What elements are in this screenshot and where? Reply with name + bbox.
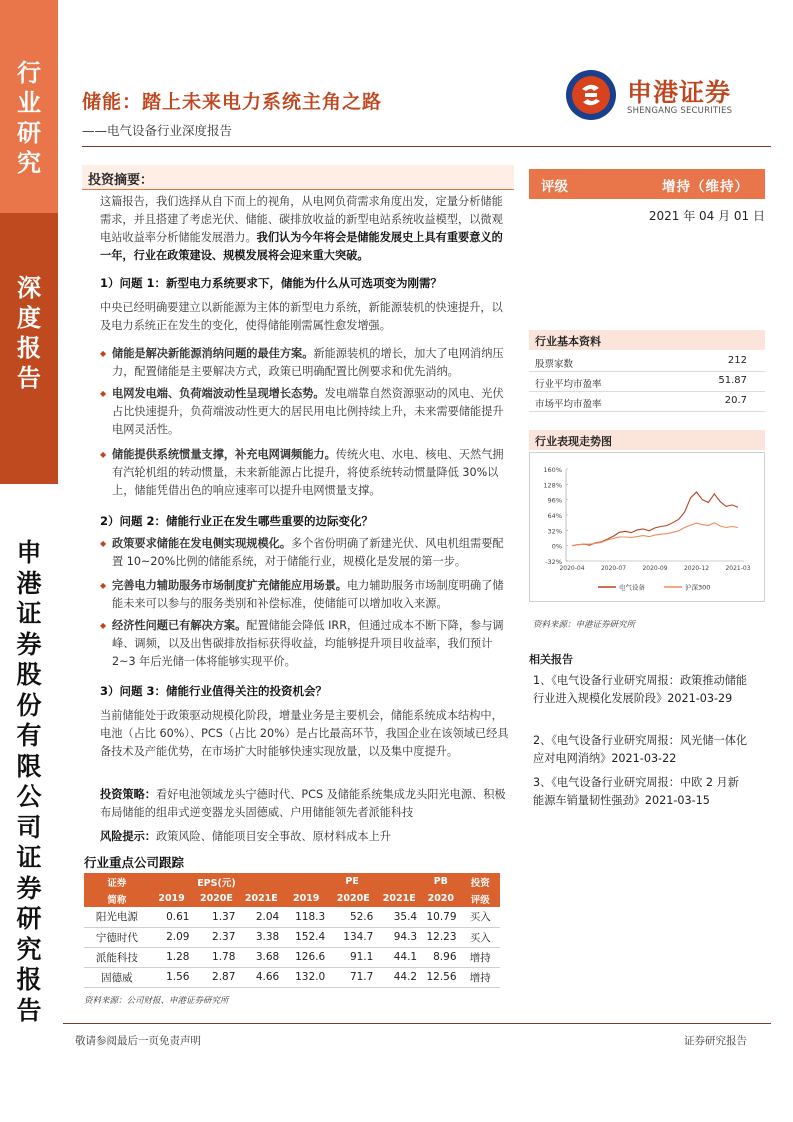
value-cell: 1.28 bbox=[150, 947, 194, 967]
summary-underline bbox=[82, 189, 514, 190]
rating-label: 评级 bbox=[541, 179, 568, 195]
table-row bbox=[84, 967, 500, 987]
related-report-1[interactable]: 1、《电气设备行业研究周报：政策推动储能行业进入规模化发展阶段》2021-03-29 bbox=[533, 674, 748, 705]
bullet-head: 政策要求储能在发电侧实现规模化。 bbox=[112, 537, 292, 550]
value-cell: 44.1 bbox=[377, 947, 421, 967]
value-cell: 1.78 bbox=[193, 947, 239, 967]
footer-divider bbox=[63, 1023, 771, 1024]
company-table-title: 行业重点公司跟踪 bbox=[84, 855, 185, 870]
basics-value: 51.87 bbox=[718, 375, 747, 386]
mid_label-char: 告 bbox=[17, 364, 41, 392]
bottom_label-char: 限 bbox=[16, 751, 42, 781]
bottom_label-char: 司 bbox=[16, 812, 42, 842]
related-report-3[interactable]: 3、《电气设备行业研究周报：中欧 2 月新能源车销量韧性强劲》2021-03-15 bbox=[533, 776, 739, 807]
industry-basics-heading: 行业基本资料 bbox=[535, 335, 601, 348]
value-cell: 12.23 bbox=[421, 927, 460, 947]
value-cell: 91.1 bbox=[329, 947, 377, 967]
value-cell: 152.4 bbox=[283, 927, 329, 947]
risk-label: 风险提示： bbox=[100, 830, 156, 843]
bullet-head: 电网发电端、负荷端波动性呈现增长态势。 bbox=[112, 387, 325, 400]
legend-label: 沪深300 bbox=[685, 583, 711, 592]
chart-svg bbox=[530, 453, 764, 601]
bullet-head: 储能是解决新能源消纳问题的最佳方案。 bbox=[112, 347, 314, 360]
industry-performance-chart bbox=[529, 452, 765, 602]
summary-heading: 投资摘要： bbox=[88, 173, 154, 188]
bottom_label-char: 证 bbox=[16, 843, 42, 872]
value-cell: 1.37 bbox=[193, 907, 239, 927]
subheader-cell: 2021E bbox=[239, 890, 283, 907]
subheader-cell: 2020E bbox=[329, 890, 377, 907]
risk-warning bbox=[100, 828, 510, 846]
side-label-depth bbox=[0, 273, 58, 393]
strategy-label: 投资策略： bbox=[100, 788, 156, 801]
value-cell: 3.68 bbox=[239, 947, 283, 967]
related-heading: 相关报告 bbox=[529, 653, 573, 666]
q1-bullet-2 bbox=[100, 385, 510, 439]
header-pe: PE bbox=[283, 873, 421, 890]
bullet-text: 配置储能会降低 IRR，但通过成本不断下降，参与调峰、调频，以及出售碳排放指标获得收益，均能够提升项目收益率，我们预计 2~3 年后光储一体将能够实现平价。 bbox=[112, 619, 504, 668]
value-cell: 2.87 bbox=[193, 967, 239, 987]
subheader-cell: 2019 bbox=[283, 890, 329, 907]
subheader-cell: 2019 bbox=[150, 890, 194, 907]
bottom_label-char: 报 bbox=[16, 965, 42, 994]
rating-cell: 增持 bbox=[461, 947, 500, 967]
q1-bullet-1 bbox=[100, 345, 510, 381]
table-row bbox=[84, 947, 500, 967]
side-label-company bbox=[0, 538, 58, 1026]
subheader-cell: 2020 bbox=[421, 890, 460, 907]
report-date: 2021 年 04 月 01 日 bbox=[648, 209, 765, 223]
rating-value: 增持（维持） bbox=[662, 179, 749, 195]
bottom_label-char: 研 bbox=[16, 904, 42, 933]
report-title: 储能：踏上未来电力系统主角之路 bbox=[82, 91, 383, 113]
value-cell: 134.7 bbox=[329, 927, 377, 947]
value-cell: 4.66 bbox=[239, 967, 283, 987]
question-1: 1）问题 1：新型电力系统要求下，储能为什么从可选项变为刚需？ bbox=[100, 276, 443, 290]
value-cell: 35.4 bbox=[377, 907, 421, 927]
bullet-head: 储能提供系统惯量支撑，补充电网调频能力。 bbox=[112, 448, 336, 461]
company-name-cell: 固德威 bbox=[84, 967, 150, 987]
summary-heading-bar bbox=[82, 165, 514, 189]
rating-bar bbox=[529, 169, 765, 199]
value-cell: 10.79 bbox=[421, 907, 460, 927]
bottom_label-char: 券 bbox=[16, 629, 42, 659]
company-logo bbox=[565, 67, 765, 127]
side-label-industry bbox=[0, 58, 58, 178]
header-divider bbox=[82, 146, 771, 147]
question-2: 2）问题 2：储能行业正在发生哪些重要的边际变化？ bbox=[100, 514, 374, 528]
y-tick-label: 32% bbox=[547, 527, 562, 536]
header-rating: 投资 bbox=[461, 873, 500, 890]
company-table bbox=[84, 873, 500, 988]
table-row bbox=[84, 927, 500, 947]
value-cell: 8.96 bbox=[421, 947, 460, 967]
logo-emblem-icon bbox=[565, 69, 617, 121]
value-cell: 71.7 bbox=[329, 967, 377, 987]
header-security: 证券 bbox=[84, 873, 150, 890]
x-tick-label: 2020-04 bbox=[559, 565, 585, 572]
bullet-head: 经济性问题已有解决方案。 bbox=[112, 619, 247, 632]
top_label-char: 行 bbox=[17, 59, 41, 87]
bottom_label-char: 份 bbox=[16, 690, 42, 720]
related-report-2[interactable]: 2、《电气设备行业研究周报：风光储一体化应对电网消纳》2021-03-22 bbox=[533, 734, 748, 765]
y-tick-label: 96% bbox=[547, 496, 562, 505]
value-cell: 3.38 bbox=[239, 927, 283, 947]
footer-disclaimer: 敬请参阅最后一页免责声明 bbox=[75, 1035, 201, 1047]
q1-bullet-3 bbox=[100, 446, 510, 500]
legend-label: 电气设备 bbox=[619, 583, 645, 592]
bottom_label-char: 证 bbox=[16, 599, 42, 628]
rating-cell: 买入 bbox=[461, 907, 500, 927]
basics-key: 市场平均市盈率 bbox=[535, 399, 602, 410]
bottom_label-char: 告 bbox=[16, 995, 42, 1025]
chart-source: 资料来源：申港证券研究所 bbox=[533, 620, 636, 630]
header-pb: PB bbox=[421, 873, 460, 890]
value-cell: 94.3 bbox=[377, 927, 421, 947]
q1-text: 中央已经明确要建立以新能源为主体的新型电力系统，新能源装机的快速提升，以及电力系统正在发生的变化，使得储能刚需属性愈发增强。 bbox=[100, 301, 503, 332]
top_label-char: 究 bbox=[17, 149, 41, 177]
table-source: 资料来源：公司财报、申港证券研究所 bbox=[84, 996, 229, 1006]
subheader-cell: 简称 bbox=[84, 890, 150, 907]
footer-type: 证券研究报告 bbox=[684, 1035, 747, 1047]
y-tick-label: 160% bbox=[543, 466, 562, 474]
value-cell: 2.37 bbox=[193, 927, 239, 947]
chart-heading-bar bbox=[529, 430, 765, 450]
q2-bullet-1 bbox=[100, 535, 510, 571]
subheader-cell: 评级 bbox=[461, 890, 500, 907]
bottom_label-char: 公 bbox=[16, 782, 42, 811]
top_label-char: 业 bbox=[17, 89, 41, 117]
bottom_label-char: 申 bbox=[16, 538, 42, 567]
basics-key: 股票家数 bbox=[535, 359, 574, 370]
y-tick-label: 128% bbox=[543, 481, 562, 490]
report-subtitle: ——电气设备行业深度报告 bbox=[82, 123, 233, 138]
bottom_label-char: 股 bbox=[16, 660, 42, 689]
table-header-row bbox=[84, 873, 500, 890]
value-cell: 12.56 bbox=[421, 967, 460, 987]
basics-key: 行业平均市盈率 bbox=[535, 379, 602, 390]
value-cell: 126.6 bbox=[283, 947, 329, 967]
question-3: 3）问题 3：储能行业值得关注的投资机会？ bbox=[100, 684, 328, 698]
bottom_label-char: 究 bbox=[16, 934, 42, 964]
subheader-cell: 2020E bbox=[193, 890, 239, 907]
value-cell: 2.04 bbox=[239, 907, 283, 927]
basics-row bbox=[529, 352, 765, 372]
x-tick-label: 2020-07 bbox=[600, 565, 627, 572]
bullet-text: 发电端靠自然资源驱动的风电、光伏占比快速提升，负荷端波动性更大的居民用电比例持续上升，未来需要储能提升电网灵活性。 bbox=[112, 387, 504, 436]
q2-bullet-3 bbox=[100, 617, 510, 671]
header-eps: EPS(元) bbox=[150, 873, 284, 890]
top_label-char: 研 bbox=[17, 119, 41, 147]
summary-intro bbox=[100, 193, 510, 265]
series-line-0 bbox=[572, 492, 738, 546]
strategy-text: 看好电池领域龙头宁德时代、PCS 及储能系统集成龙头阳光电源、积极布局储能的组串式逆变器龙头固德威、户用储能领先者派能科技 bbox=[100, 788, 506, 819]
x-tick-label: 2020-09 bbox=[642, 565, 668, 572]
table-subheader-row bbox=[84, 890, 500, 907]
basics-value: 212 bbox=[727, 355, 747, 366]
company-name-cell: 阳光电源 bbox=[84, 907, 150, 927]
rating-cell: 增持 bbox=[461, 967, 500, 987]
bullet-text: 传统火电、水电、核电、天然气拥有汽轮机组的转动惯量，未来新能源占比提升，将使系统转动惯量降低 30%以上，储能凭借出色的响应速率可以提升电网惯量支撑。 bbox=[112, 448, 504, 497]
x-tick-label: 2021-03 bbox=[725, 565, 751, 572]
value-cell: 132.0 bbox=[283, 967, 329, 987]
x-tick-label: 2020-12 bbox=[683, 565, 710, 572]
basics-value: 20.7 bbox=[724, 395, 747, 406]
value-cell: 52.6 bbox=[329, 907, 377, 927]
q3-text: 当前储能处于政策驱动规模化阶段，增量业务是主要机会，储能系统成本结构中，电池（占比 60%）、PCS（占比 20%）是占比最高环节，我国企业在该领域已经具备技术及产能优势，在市场扩大时能够快速实现放量，以及集中度提升。 bbox=[100, 709, 509, 758]
industry-basics-heading-bar bbox=[529, 330, 765, 350]
bullet-head: 完善电力辅助服务市场制度扩充储能应用场景。 bbox=[112, 579, 347, 592]
bottom_label-char: 有 bbox=[16, 721, 42, 750]
mid_label-char: 度 bbox=[17, 304, 41, 332]
y-tick-label: 64% bbox=[547, 512, 562, 520]
value-cell: 1.56 bbox=[150, 967, 194, 987]
bullet-text: 多个省份明确了新建光伏、风电机组需要配置 10~20%比例的储能系统，对于储能行业，规模化是发展的第一步。 bbox=[112, 537, 504, 568]
logo-text-en: SHENGANG SECURITIES bbox=[627, 106, 733, 116]
bullet-text: 新能源装机的增长，加大了电网消纳压力，配置储能是主要解决方式，政策已明确配置比例要求和优先消纳。 bbox=[112, 347, 504, 378]
q2-bullet-2 bbox=[100, 577, 510, 613]
value-cell: 2.09 bbox=[150, 927, 194, 947]
intro-bold: 我们认为今年将会是储能发展史上具有重要意义的一年，行业在政策建设、规模发展将会迎来重大突破。 bbox=[100, 231, 503, 262]
company-name-cell: 派能科技 bbox=[84, 947, 150, 967]
bottom_label-char: 券 bbox=[16, 873, 42, 903]
company-name-cell: 宁德时代 bbox=[84, 927, 150, 947]
basics-row bbox=[529, 372, 765, 392]
value-cell: 0.61 bbox=[150, 907, 194, 927]
y-tick-label: 0% bbox=[551, 542, 562, 551]
y-tick-label: -32% bbox=[545, 558, 562, 566]
subheader-cell: 2021E bbox=[377, 890, 421, 907]
intro-text: 这篇报告，我们选择从自下而上的视角，从电网负荷需求角度出发，定量分析储能需求，并且搭建了考虑光伏、储能、碳排放收益的新型电站系统收益模型，以微观电站收益率分析储能发展潜力。 bbox=[100, 195, 503, 244]
table-row bbox=[84, 907, 500, 927]
value-cell: 44.2 bbox=[377, 967, 421, 987]
basics-row bbox=[529, 392, 765, 412]
bullet-text: 电力辅助服务市场制度明确了储能未来可以参与的服务类别和补偿标准，使储能可以增加收入来源。 bbox=[112, 579, 504, 610]
chart-title: 行业表现走势图 bbox=[535, 435, 612, 448]
mid_label-char: 报 bbox=[17, 334, 41, 362]
mid_label-char: 深 bbox=[17, 274, 41, 302]
logo-text-cn: 申港证券 bbox=[627, 78, 732, 107]
rating-cell: 买入 bbox=[461, 927, 500, 947]
bottom_label-char: 港 bbox=[16, 568, 42, 598]
investment-strategy bbox=[100, 786, 510, 822]
value-cell: 118.3 bbox=[283, 907, 329, 927]
risk-text: 政策风险、储能项目安全事故、原材料成本上升 bbox=[155, 830, 391, 843]
